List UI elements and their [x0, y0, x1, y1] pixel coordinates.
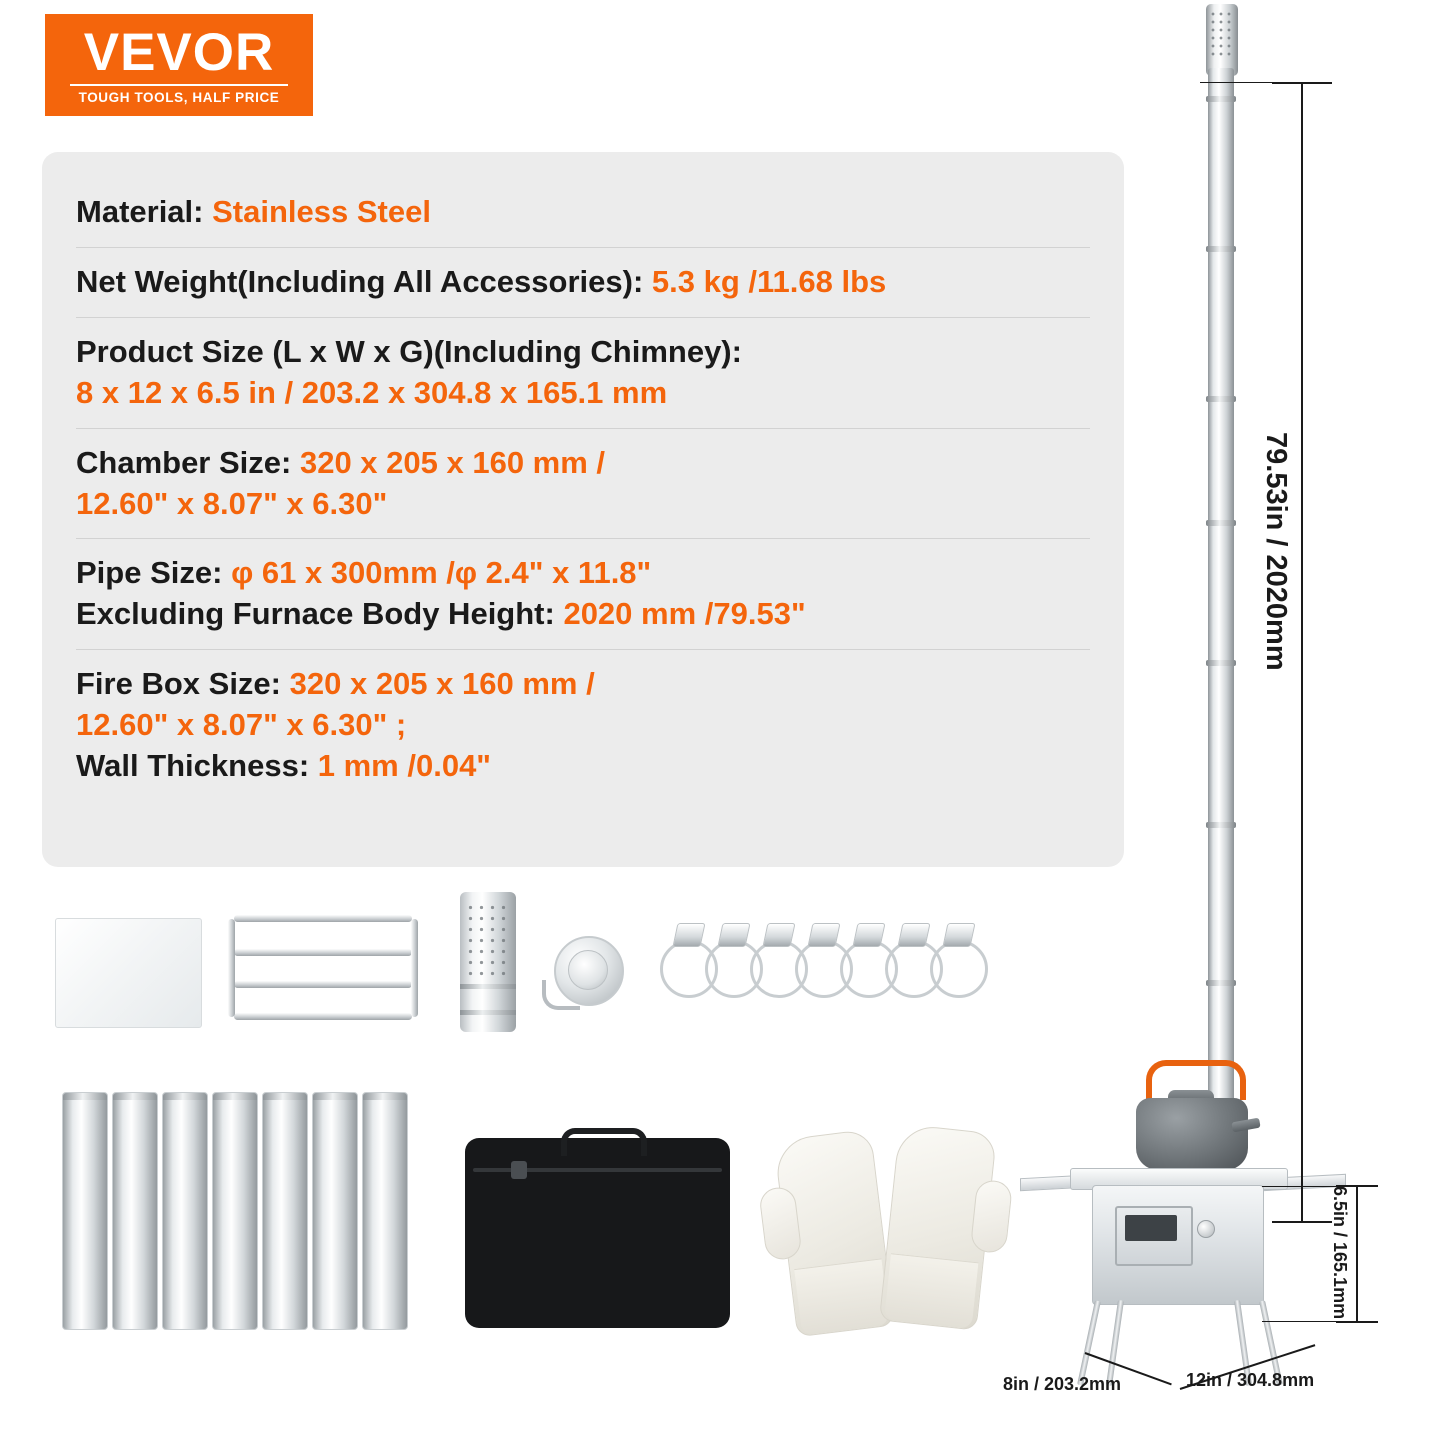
- depth-leader-top: [1262, 1186, 1340, 1187]
- product-illustration: [1040, 0, 1445, 1445]
- spec-row-chamber-size: [76, 429, 1090, 540]
- spec-value-chamber-size-imperial: 12.60" x 8.07" x 6.30": [76, 485, 388, 521]
- pipe-clamps-image: [660, 922, 980, 1032]
- spec-label-material: Material:: [76, 194, 204, 229]
- specifications-panel: [42, 152, 1124, 867]
- spec-row-material: [76, 178, 1090, 248]
- spec-label-wall-thickness: Wall Thickness:: [76, 748, 310, 784]
- spec-row-net-weight: [76, 248, 1090, 318]
- spec-value-product-size: 8 x 12 x 6.5 in / 203.2 x 304.8 x 165.1 mm: [76, 374, 668, 410]
- spec-label-net-weight: Net Weight(Including All Accessories):: [76, 263, 644, 299]
- spec-value-furnace-height: 2020 mm /79.53": [563, 596, 806, 632]
- height-dimension-label: 79.53in / 2020mm: [1260, 432, 1292, 671]
- depth-dimension-label: 6.5in / 165.1mm: [1330, 1186, 1350, 1320]
- spark-arrestor-cap-image: [460, 892, 516, 1032]
- stove-door-image: [1115, 1206, 1193, 1266]
- kettle-image: [1136, 1098, 1248, 1170]
- spec-label-furnace-height: Excluding Furnace Body Height:: [76, 596, 555, 632]
- spec-value-net-weight: 5.3 kg /11.68 lbs: [651, 263, 887, 299]
- spec-label-pipe-size: Pipe Size:: [76, 555, 223, 591]
- spec-label-chamber-size: Chamber Size:: [76, 444, 292, 480]
- chimney-cap-image: [1206, 4, 1238, 76]
- accessories-group: [40, 880, 1040, 1400]
- glass-panel-image: [55, 918, 202, 1028]
- stove-body-image: [1092, 1185, 1264, 1305]
- damper-flange-image: [540, 932, 636, 1018]
- spec-row-fire-box-size: [76, 650, 1090, 801]
- stove-leg-image: [1077, 1300, 1101, 1385]
- vevor-logo: [45, 14, 313, 116]
- height-tick-bottom: [1272, 1221, 1332, 1223]
- spec-value-fire-box-size-imperial: 12.60" x 8.07" x 6.30" ;: [76, 707, 407, 743]
- spec-label-fire-box-size: Fire Box Size:: [76, 666, 281, 702]
- width-dimension-label: 8in / 203.2mm: [1003, 1374, 1122, 1394]
- grill-rack-image: [228, 915, 418, 1025]
- spec-value-pipe-size: φ 61 x 300mm /φ 2.4" x 11.8": [231, 555, 652, 591]
- brand-divider: [70, 84, 288, 86]
- spec-row-product-size: [76, 318, 1090, 429]
- depth-dimension-line: [1356, 1185, 1358, 1323]
- height-leader-top: [1200, 82, 1274, 83]
- gloves-image: [785, 1128, 1000, 1333]
- brand-tagline: TOUGH TOOLS, HALF PRICE: [78, 89, 280, 105]
- spec-row-pipe-size: [76, 539, 1090, 650]
- spec-value-chamber-size: 320 x 205 x 160 mm /: [299, 444, 606, 480]
- spec-label-product-size: Product Size (L x W x G)(Including Chimney):: [76, 333, 742, 369]
- spec-value-fire-box-size: 320 x 205 x 160 mm /: [289, 666, 595, 702]
- spec-value-wall-thickness: 1 mm /0.04": [317, 748, 492, 784]
- chimney-pipes-image: [62, 1092, 442, 1332]
- spec-value-material: Stainless Steel: [212, 194, 431, 229]
- height-tick-top: [1272, 82, 1332, 84]
- carry-bag-image: [465, 1138, 730, 1328]
- stove-knob-image: [1197, 1220, 1215, 1238]
- brand-name: VEVOR: [83, 22, 275, 82]
- chimney-image: [1208, 68, 1234, 1158]
- height-dimension-line: [1301, 82, 1303, 1222]
- length-dimension-label: 12in / 304.8mm: [1186, 1370, 1315, 1390]
- depth-leader-bottom: [1262, 1321, 1340, 1322]
